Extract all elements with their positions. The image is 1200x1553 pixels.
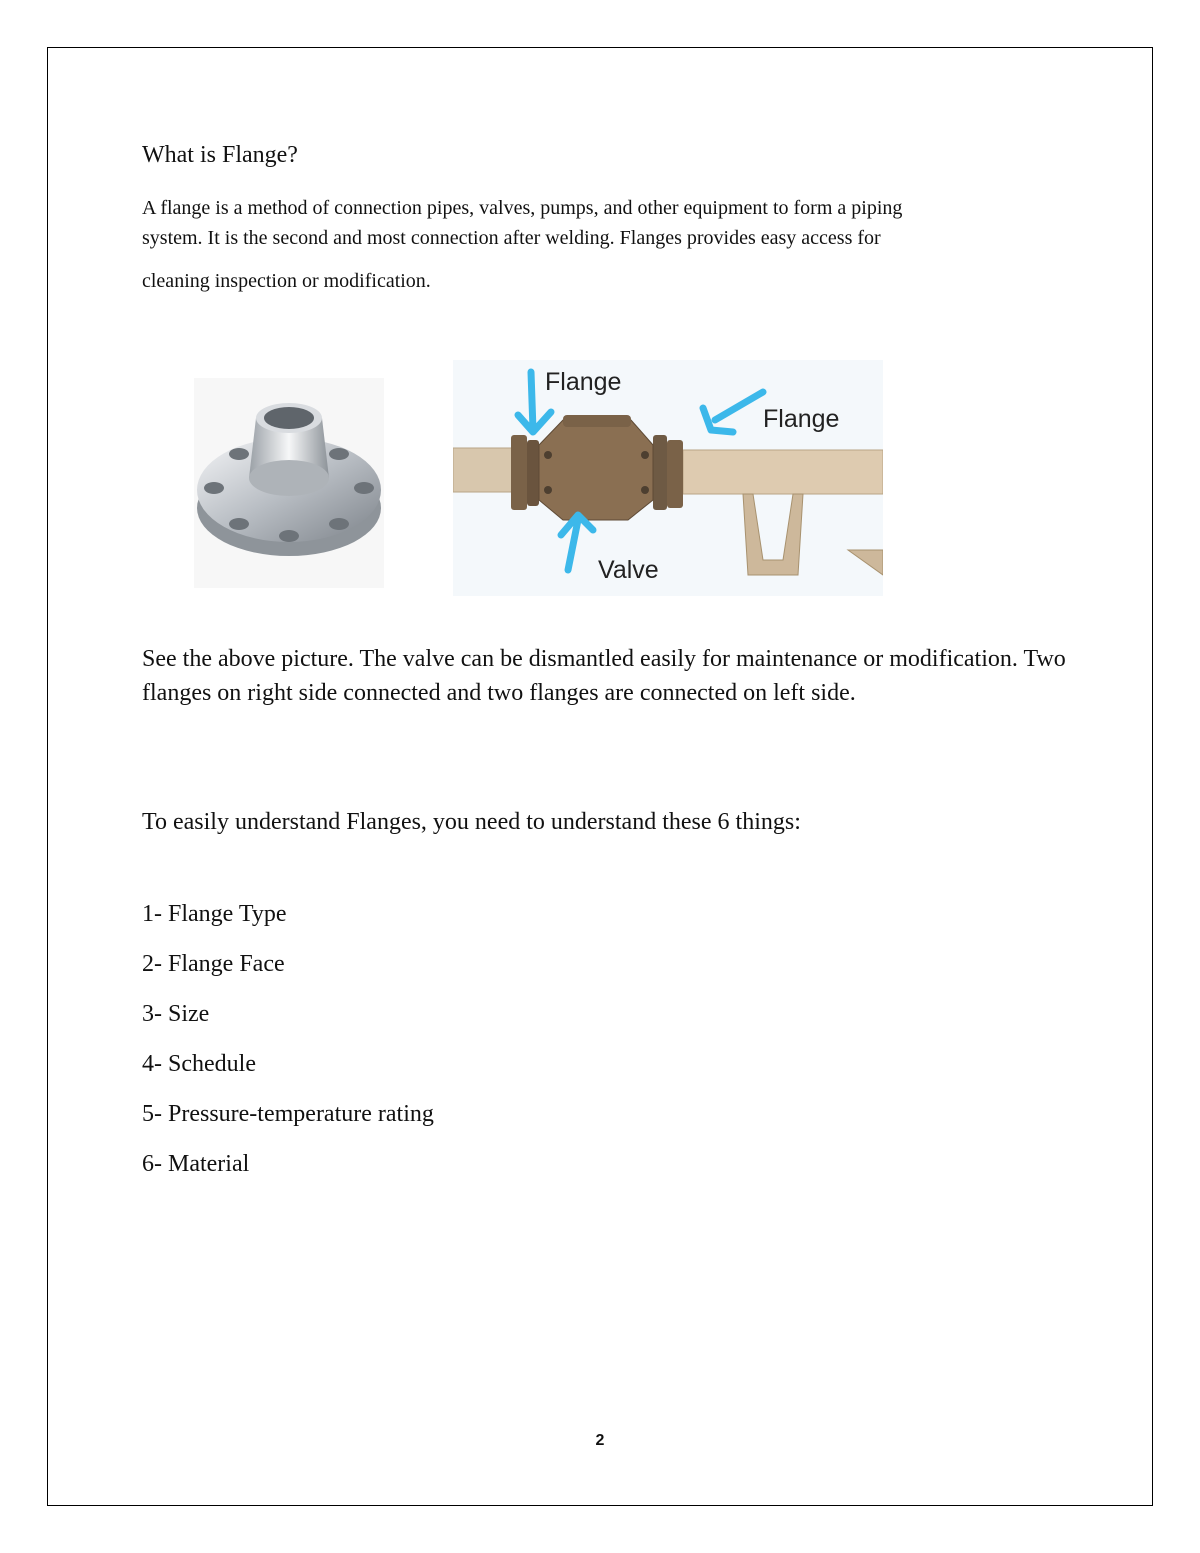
label-valve: Valve (598, 556, 659, 584)
intro-line-1: A flange is a method of connection pipes, valves, pumps, and other equipment to form a piping (142, 197, 903, 219)
list-item: 6- Material (142, 1151, 250, 1177)
page-heading: What is Flange? (142, 142, 298, 168)
valve-body (539, 420, 653, 520)
paragraph-valve-description: See the above picture. The valve can be dismantled easily for maintenance or modification. Two flanges on right side connected and two flanges are connected on left side. (142, 646, 1066, 706)
intro-paragraph (142, 193, 1062, 296)
list-item: 2- Flange Face (142, 951, 285, 977)
flange-right (653, 435, 667, 510)
list-item: 1- Flange Type (142, 901, 287, 927)
intro-line-2: system. It is the second and most connection after welding. Flanges provides easy access for (142, 227, 881, 249)
page-number: 2 (595, 1432, 605, 1449)
list-item: 4- Schedule (142, 1051, 256, 1077)
flange-topics-list (142, 897, 434, 1197)
list-item: 3- Size (142, 1001, 210, 1027)
paragraph-list-intro: To easily understand Flanges, you need to understand these 6 things: (142, 809, 801, 835)
intro-line-3: cleaning inspection or modification. (142, 270, 431, 292)
label-flange-top: Flange (545, 368, 622, 396)
list-item: 5- Pressure-temperature rating (142, 1101, 434, 1127)
label-flange-right: Flange (763, 405, 840, 433)
pipe-valve-flange-image (453, 360, 883, 596)
flange-left (511, 435, 527, 510)
weld-neck-flange-image (194, 378, 384, 588)
pipe-right (683, 450, 883, 494)
